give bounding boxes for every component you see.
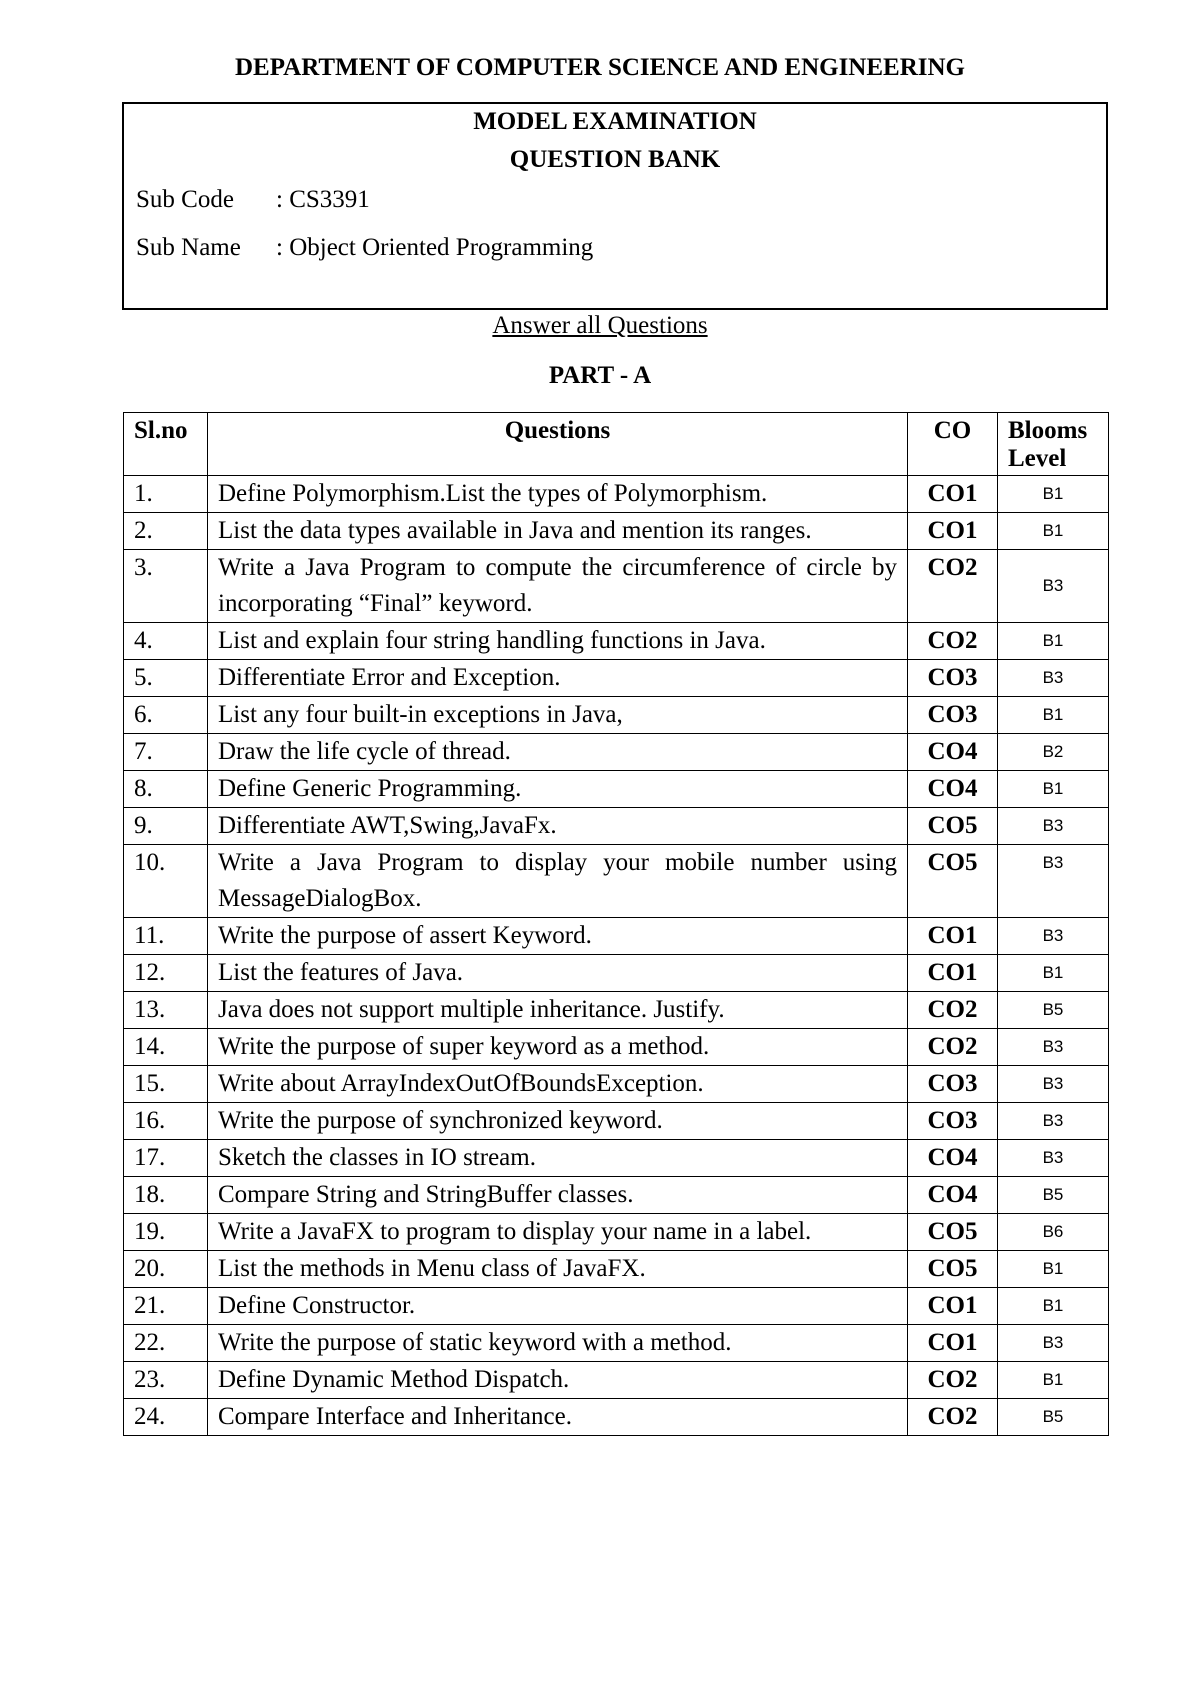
blooms-level-cell: B1 [998, 623, 1109, 660]
table-header-row [124, 413, 1109, 476]
slno-cell: 24. [124, 1399, 208, 1436]
co-cell: CO2 [908, 992, 998, 1029]
slno-cell: 2. [124, 513, 208, 550]
table-row [124, 1029, 1109, 1066]
question-cell: Write the purpose of static keyword with a method. [208, 1325, 908, 1362]
co-cell: CO5 [908, 845, 998, 918]
slno-cell: 3. [124, 550, 208, 623]
slno-cell: 17. [124, 1140, 208, 1177]
table-row [124, 955, 1109, 992]
slno-cell: 7. [124, 734, 208, 771]
blooms-level-cell: B3 [998, 550, 1109, 623]
co-cell: CO2 [908, 1399, 998, 1436]
header-blooms-level [998, 413, 1109, 476]
slno-cell: 23. [124, 1362, 208, 1399]
question-cell: Write the purpose of synchronized keyword. [208, 1103, 908, 1140]
sub-name-value: : Object Oriented Programming [276, 234, 594, 261]
question-cell: Differentiate AWT,Swing,JavaFx. [208, 808, 908, 845]
blooms-level-cell: B5 [998, 992, 1109, 1029]
question-cell: Compare Interface and Inheritance. [208, 1399, 908, 1436]
table-row [124, 513, 1109, 550]
table-row [124, 697, 1109, 734]
slno-cell: 1. [124, 476, 208, 513]
co-cell: CO5 [908, 1214, 998, 1251]
department-title: DEPARTMENT OF COMPUTER SCIENCE AND ENGINEERING [235, 54, 965, 81]
sub-name-row [136, 234, 593, 262]
table-row [124, 808, 1109, 845]
co-cell: CO2 [908, 1362, 998, 1399]
table-row [124, 1066, 1109, 1103]
blooms-level-cell: B3 [998, 660, 1109, 697]
question-cell: Write about ArrayIndexOutOfBoundsException. [208, 1066, 908, 1103]
blooms-level-cell: B6 [998, 1214, 1109, 1251]
co-cell: CO1 [908, 476, 998, 513]
blooms-level-cell: B1 [998, 1288, 1109, 1325]
question-cell: List any four built-in exceptions in Java, [208, 697, 908, 734]
blooms-level-cell: B3 [998, 918, 1109, 955]
blooms-level-cell: B3 [998, 808, 1109, 845]
header-co: CO [908, 413, 998, 476]
co-cell: CO2 [908, 1029, 998, 1066]
part-title: PART - A [548, 362, 652, 389]
question-cell: Differentiate Error and Exception. [208, 660, 908, 697]
blooms-level-cell: B1 [998, 1251, 1109, 1288]
question-cell: Write the purpose of assert Keyword. [208, 918, 908, 955]
question-cell: Draw the life cycle of thread. [208, 734, 908, 771]
blooms-level-cell: B1 [998, 513, 1109, 550]
table-row [124, 918, 1109, 955]
table-row [124, 1399, 1109, 1436]
question-cell: Write a JavaFX to program to display your name in a label. [208, 1214, 908, 1251]
sub-code-label: Sub Code [136, 186, 234, 213]
blooms-level-cell: B1 [998, 476, 1109, 513]
slno-cell: 14. [124, 1029, 208, 1066]
instructions: Answer all Questions [492, 312, 708, 339]
question-cell: Sketch the classes in IO stream. [208, 1140, 908, 1177]
slno-cell: 9. [124, 808, 208, 845]
question-cell: Java does not support multiple inheritance. Justify. [208, 992, 908, 1029]
co-cell: CO3 [908, 660, 998, 697]
question-table-body [124, 476, 1109, 1436]
co-cell: CO1 [908, 1325, 998, 1362]
co-cell: CO3 [908, 697, 998, 734]
slno-cell: 5. [124, 660, 208, 697]
table-row [124, 992, 1109, 1029]
co-cell: CO1 [908, 1288, 998, 1325]
co-cell: CO4 [908, 1177, 998, 1214]
slno-cell: 21. [124, 1288, 208, 1325]
slno-cell: 4. [124, 623, 208, 660]
blooms-level-cell: B3 [998, 1103, 1109, 1140]
slno-cell: 19. [124, 1214, 208, 1251]
blooms-level-cell: B1 [998, 1362, 1109, 1399]
slno-cell: 16. [124, 1103, 208, 1140]
table-row [124, 1177, 1109, 1214]
question-cell: Write a Java Program to display your mobile number using MessageDialogBox. [208, 845, 908, 918]
table-row [124, 660, 1109, 697]
co-cell: CO2 [908, 623, 998, 660]
slno-cell: 15. [124, 1066, 208, 1103]
co-cell: CO3 [908, 1103, 998, 1140]
blooms-level-cell: B5 [998, 1177, 1109, 1214]
blooms-level-cell: B3 [998, 1029, 1109, 1066]
slno-cell: 6. [124, 697, 208, 734]
slno-cell: 13. [124, 992, 208, 1029]
header-slno: Sl.no [124, 413, 208, 476]
table-row [124, 476, 1109, 513]
blooms-level-cell: B3 [998, 1066, 1109, 1103]
table-row [124, 1140, 1109, 1177]
blooms-level-cell: B3 [998, 1140, 1109, 1177]
question-cell: Write the purpose of super keyword as a method. [208, 1029, 908, 1066]
question-cell: List and explain four string handling functions in Java. [208, 623, 908, 660]
co-cell: CO1 [908, 513, 998, 550]
blooms-level-cell: B2 [998, 734, 1109, 771]
slno-cell: 12. [124, 955, 208, 992]
slno-cell: 10. [124, 845, 208, 918]
co-cell: CO2 [908, 550, 998, 623]
header-blooms-line2: Level [1008, 445, 1067, 472]
co-cell: CO1 [908, 955, 998, 992]
blooms-level-cell: B5 [998, 1399, 1109, 1436]
table-row [124, 1362, 1109, 1399]
table-row [124, 845, 1109, 918]
blooms-level-cell: B1 [998, 771, 1109, 808]
table-row [124, 1288, 1109, 1325]
question-cell: Define Dynamic Method Dispatch. [208, 1362, 908, 1399]
question-cell: Define Constructor. [208, 1288, 908, 1325]
sub-code-value: : CS3391 [276, 186, 370, 213]
exam-title: MODEL EXAMINATION [473, 108, 757, 135]
question-cell: List the features of Java. [208, 955, 908, 992]
slno-cell: 11. [124, 918, 208, 955]
sub-name-label: Sub Name [136, 234, 241, 261]
question-cell: Define Polymorphism.List the types of Polymorphism. [208, 476, 908, 513]
slno-cell: 8. [124, 771, 208, 808]
table-row [124, 1325, 1109, 1362]
table-row [124, 1103, 1109, 1140]
table-row [124, 1214, 1109, 1251]
header-blooms-line1: Blooms [1008, 417, 1088, 444]
question-bank-title: QUESTION BANK [509, 146, 721, 173]
co-cell: CO5 [908, 808, 998, 845]
blooms-level-cell: B1 [998, 697, 1109, 734]
table-row [124, 550, 1109, 623]
question-table [123, 412, 1109, 1436]
table-row [124, 734, 1109, 771]
blooms-level-cell: B3 [998, 1325, 1109, 1362]
slno-cell: 20. [124, 1251, 208, 1288]
blooms-level-cell: B1 [998, 955, 1109, 992]
question-cell: Define Generic Programming. [208, 771, 908, 808]
slno-cell: 18. [124, 1177, 208, 1214]
co-cell: CO4 [908, 771, 998, 808]
co-cell: CO5 [908, 1251, 998, 1288]
exam-header-box [122, 102, 1108, 310]
question-cell: Write a Java Program to compute the circumference of circle by incorporating “Final” keyword. [208, 550, 908, 623]
table-row [124, 771, 1109, 808]
blooms-level-cell: B3 [998, 845, 1109, 918]
question-cell: List the data types available in Java and mention its ranges. [208, 513, 908, 550]
table-row [124, 1251, 1109, 1288]
table-row [124, 623, 1109, 660]
question-cell: List the methods in Menu class of JavaFX. [208, 1251, 908, 1288]
co-cell: CO1 [908, 918, 998, 955]
sub-code-row [136, 186, 370, 214]
slno-cell: 22. [124, 1325, 208, 1362]
header-questions: Questions [208, 413, 908, 476]
co-cell: CO3 [908, 1066, 998, 1103]
co-cell: CO4 [908, 1140, 998, 1177]
co-cell: CO4 [908, 734, 998, 771]
question-cell: Compare String and StringBuffer classes. [208, 1177, 908, 1214]
